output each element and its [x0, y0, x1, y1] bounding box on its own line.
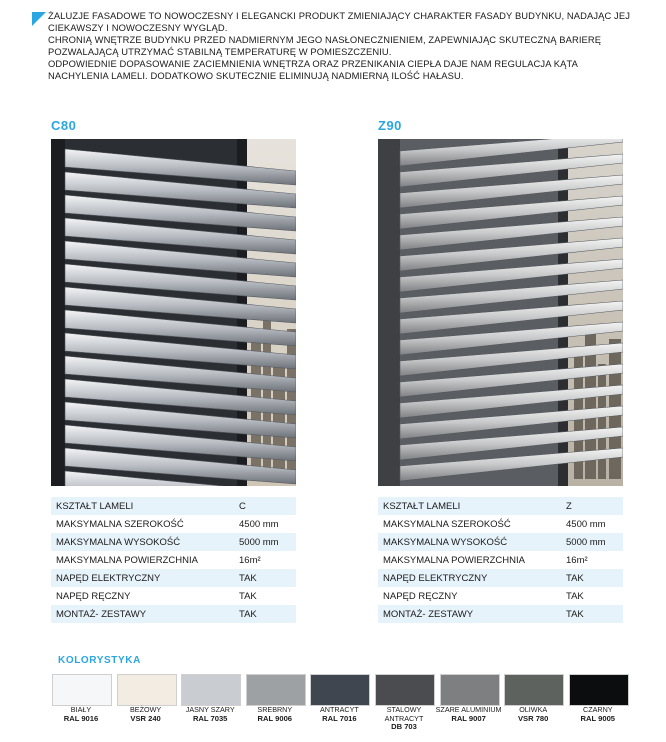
color-name: SREBRNY	[257, 705, 293, 714]
spec-row	[51, 533, 296, 551]
intro-paragraph-3: ODPOWIEDNIE DOPASOWANIE ZACIEMNIENIA WNĘTRZA ORAZ PRZENIKANIA CIEPŁA DAJE NAM REGULACJA KĄTA NACHYLENIA LAMELI. DODATKOWO SKUTECZNIE ELIMINUJĄ NADMIERNĄ ILOŚĆ HAŁASU.	[48, 58, 578, 82]
color-swatch	[181, 674, 241, 706]
color-swatch	[310, 674, 370, 706]
color-name: CZARNY	[583, 705, 613, 714]
color-code: VSR 780	[517, 713, 549, 723]
color-code: RAL 9007	[451, 713, 486, 723]
color-code: RAL 9016	[63, 713, 99, 723]
color-name: OLIWKA	[519, 705, 548, 714]
spec-value: TAK	[234, 569, 296, 587]
spec-row	[378, 515, 623, 533]
spec-label: MAKSYMALNA SZEROKOŚĆ	[383, 518, 511, 530]
spec-label: MAKSYMALNA SZEROKOŚĆ	[56, 518, 184, 530]
color-swatch	[569, 674, 629, 706]
spec-label: NAPĘD RĘCZNY	[383, 590, 458, 602]
color-label	[175, 706, 245, 723]
intro-paragraph-2: CHRONIĄ WNĘTRZE BUDYNKU PRZED NADMIERNYM JEGO NASŁONECZNIENIEM, ZAPEWNIAJĄC SKUTECZNĄ BARIERĘ POZWALAJĄCĄ UTRZYMAĆ STABILNĄ TEMPERATURĘ W POMIESZCZENIU.	[48, 34, 602, 58]
spec-value: 4500 mm	[566, 518, 606, 530]
color-label	[240, 706, 310, 723]
color-name: STALOWY ANTRACYT	[384, 705, 424, 723]
color-code: RAL 7016	[322, 713, 357, 723]
spec-label: MAKSYMALNA POWIERZCHNIA	[383, 554, 525, 566]
color-code: RAL 7035	[192, 713, 228, 723]
spec-label: NAPĘD ELEKTRYCZNY	[51, 569, 234, 587]
color-code: RAL 9005	[580, 713, 616, 723]
spec-value: TAK	[561, 605, 623, 623]
spec-label: MONTAŻ- ZESTAWY	[378, 605, 561, 623]
spec-label: MONTAŻ- ZESTAWY	[51, 605, 234, 623]
spec-row	[51, 605, 296, 623]
product-title-c80: C80	[51, 118, 77, 133]
spec-label: KSZTAŁT LAMELI	[51, 497, 234, 515]
color-label	[434, 706, 504, 723]
spec-label: MAKSYMALNA WYSOKOŚĆ	[378, 533, 561, 551]
spec-value: TAK	[566, 590, 584, 602]
spec-row	[51, 497, 296, 515]
spec-table-c80	[51, 497, 296, 623]
color-label	[369, 706, 439, 732]
corner-accent	[32, 12, 46, 26]
spec-row	[378, 605, 623, 623]
color-swatch	[52, 674, 112, 706]
color-label	[111, 706, 181, 723]
color-name: BEŻOWY	[130, 705, 162, 714]
spec-row	[378, 587, 623, 605]
intro-paragraph-1: ŻALUZJE FASADOWE TO NOWOCZESNY I ELEGANCKI PRODUKT ZMIENIAJĄCY CHARAKTER FASADY BUDYNKU, NADAJĄC JEJ CIEKAWSZY I NOWOCZESNY WYGLĄD.	[48, 10, 630, 34]
color-swatch	[375, 674, 435, 706]
spec-row	[378, 569, 623, 587]
spec-table-z90	[378, 497, 623, 623]
product-photo-z90	[378, 139, 623, 486]
spec-value: Z	[561, 497, 623, 515]
color-label	[46, 706, 116, 723]
spec-value: TAK	[239, 590, 257, 602]
product-photo-c80	[51, 139, 296, 486]
spec-value: C	[234, 497, 296, 515]
intro-text	[48, 10, 638, 83]
product-title-z90: Z90	[378, 118, 402, 133]
color-label	[498, 706, 568, 723]
spec-label: NAPĘD ELEKTRYCZNY	[378, 569, 561, 587]
color-code: VSR 240	[130, 713, 161, 723]
color-label	[304, 706, 374, 723]
spec-row	[51, 569, 296, 587]
spec-row	[378, 533, 623, 551]
spec-value: 16m²	[566, 554, 588, 566]
color-name: BIAŁY	[70, 705, 92, 714]
spec-row	[51, 515, 296, 533]
color-name: ANTRACYT	[320, 705, 359, 714]
spec-label: MAKSYMALNA POWIERZCHNIA	[56, 554, 198, 566]
spec-row	[378, 551, 623, 569]
color-code: RAL 9006	[257, 713, 293, 723]
spec-label: NAPĘD RĘCZNY	[56, 590, 131, 602]
spec-row	[378, 497, 623, 515]
color-swatch	[440, 674, 500, 706]
color-swatch	[504, 674, 564, 706]
spec-value: 5000 mm	[234, 533, 296, 551]
color-name: SZARE ALUMINIUM	[435, 705, 502, 714]
color-label	[563, 706, 633, 723]
spec-label: MAKSYMALNA WYSOKOŚĆ	[51, 533, 234, 551]
spec-value: 16m²	[239, 554, 261, 566]
spec-row	[51, 587, 296, 605]
spec-row	[51, 551, 296, 569]
spec-value: TAK	[234, 605, 296, 623]
spec-label: KSZTAŁT LAMELI	[378, 497, 561, 515]
color-name: JASNY SZARY	[185, 705, 235, 714]
color-swatch	[117, 674, 177, 706]
spec-value: 5000 mm	[561, 533, 623, 551]
color-swatch	[246, 674, 306, 706]
color-code: DB 703	[391, 722, 417, 732]
spec-value: TAK	[561, 569, 623, 587]
spec-value: 4500 mm	[239, 518, 279, 530]
colors-title: KOLORYSTYKA	[58, 655, 141, 666]
